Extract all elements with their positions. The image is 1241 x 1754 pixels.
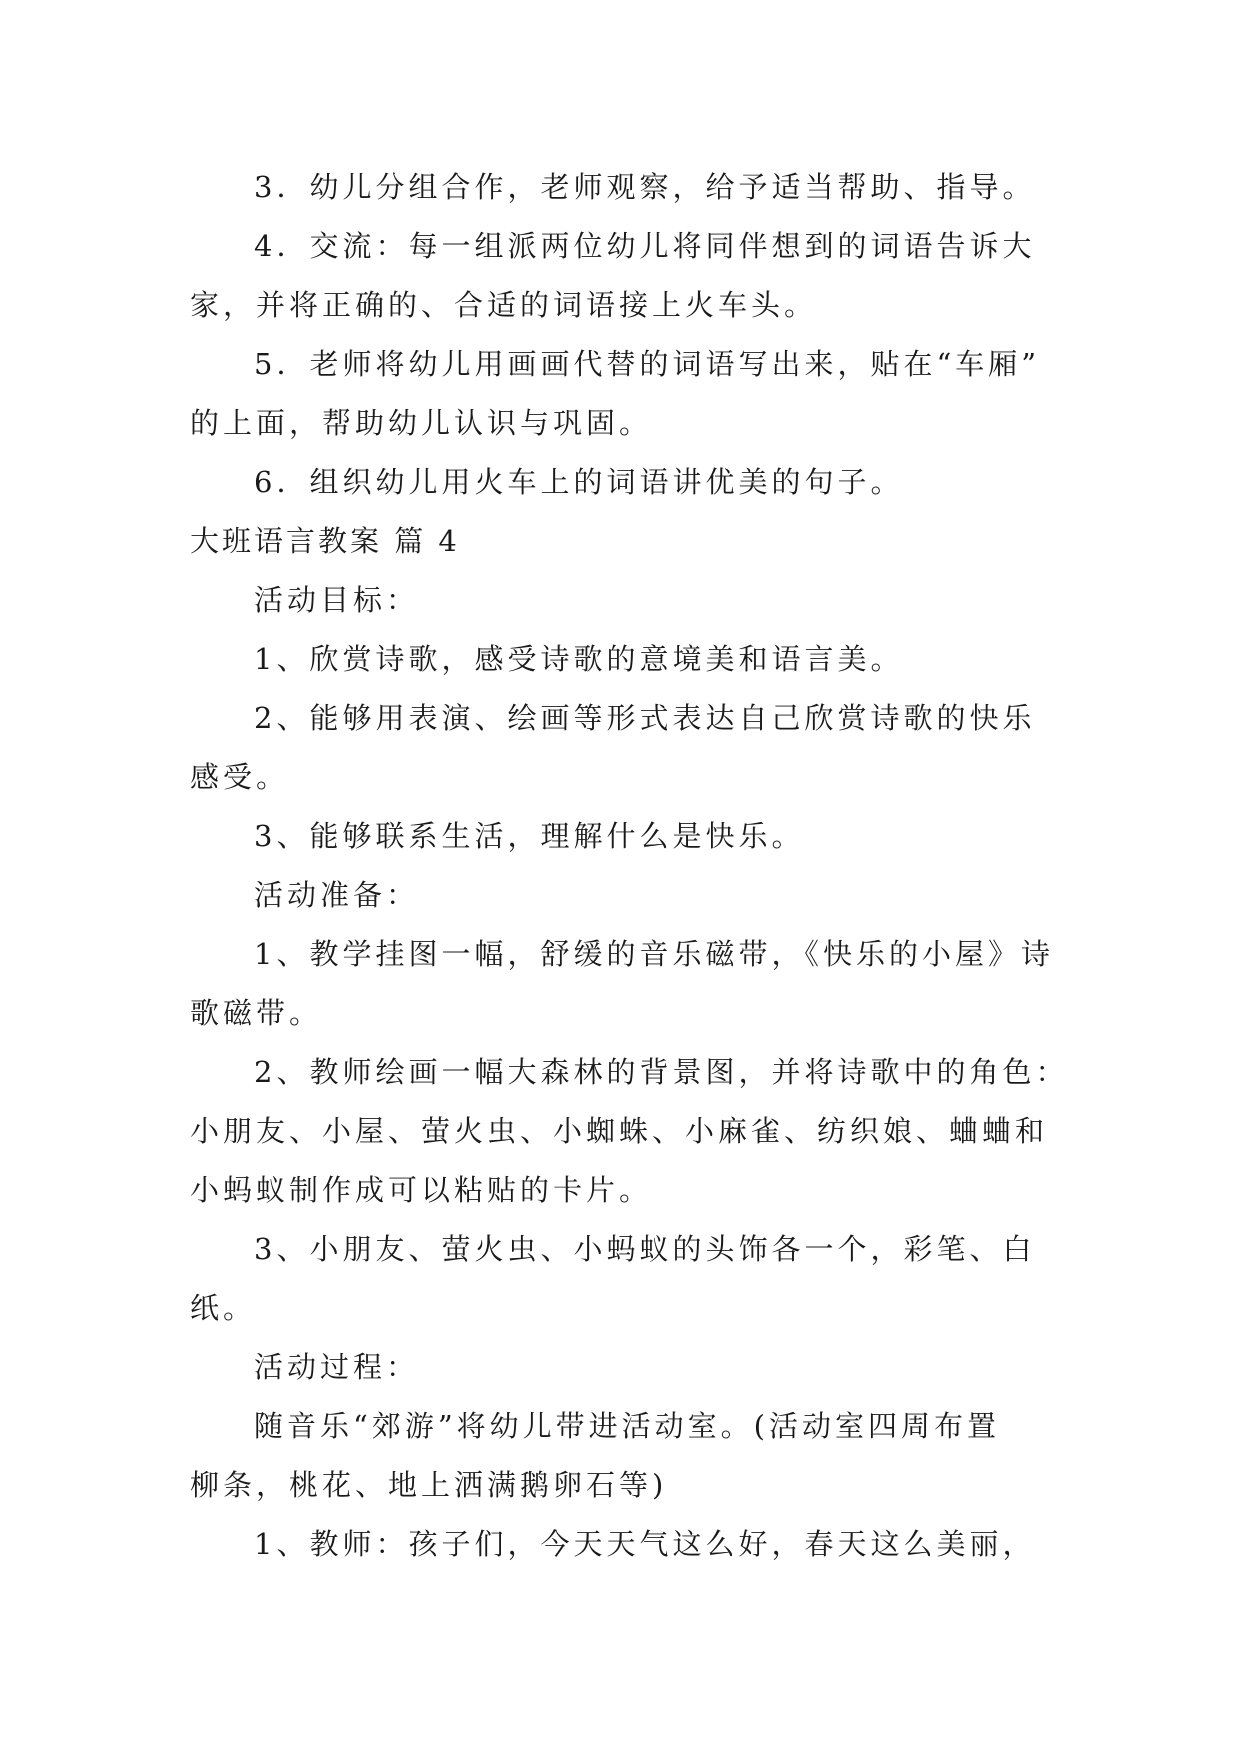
paragraph-line: 6．组织幼儿用火车上的词语讲优美的句子。	[254, 465, 904, 499]
paragraph-line: 家，并将正确的、合适的词语接上火车头。	[190, 288, 818, 322]
paragraph-line: 柳条，桃花、地上洒满鹅卵石等)	[190, 1468, 668, 1502]
paragraph-line: 3、小朋友、萤火虫、小蚂蚁的头饰各一个，彩笔、白	[254, 1232, 1036, 1266]
paragraph-line: 4．交流：每一组派两位幼儿将同伴想到的词语告诉大	[254, 229, 1036, 263]
paragraph-line: 1、欣赏诗歌，感受诗歌的意境美和语言美。	[254, 642, 904, 676]
subsection-label: 活动准备：	[254, 878, 420, 912]
paragraph-line: 5．老师将幼儿用画画代替的词语写出来，贴在“车厢”	[254, 347, 1041, 381]
paragraph-line: 的上面，帮助幼儿认识与巩固。	[190, 406, 653, 440]
paragraph-line: 随音乐“郊游”将幼儿带进活动室。(活动室四周布置	[254, 1409, 1000, 1443]
paragraph-line: 纸。	[190, 1291, 257, 1325]
paragraph-line: 感受。	[190, 760, 290, 794]
paragraph-line: 1、教学挂图一幅，舒缓的音乐磁带，《快乐的小屋》诗	[254, 937, 1054, 971]
paragraph-line: 3、能够联系生活，理解什么是快乐。	[254, 819, 805, 853]
paragraph-line: 小蚂蚁制作成可以粘贴的卡片。	[190, 1173, 653, 1207]
paragraph-line: 2、能够用表演、绘画等形式表达自己欣赏诗歌的快乐	[254, 701, 1036, 735]
paragraph-line: 1、教师：孩子们，今天天气这么好，春天这么美丽，	[254, 1527, 1036, 1561]
document-body	[190, 158, 1069, 1574]
section-heading: 大班语言教案 篇 4	[190, 524, 460, 558]
paragraph-line: 小朋友、小屋、萤火虫、小蜘蛛、小麻雀、纺织娘、蛐蛐和	[190, 1114, 1049, 1148]
paragraph-line: 2、教师绘画一幅大森林的背景图，并将诗歌中的角色：	[254, 1055, 1069, 1089]
paragraph-line: 歌磁带。	[190, 996, 323, 1030]
subsection-label: 活动目标：	[254, 583, 420, 617]
subsection-label: 活动过程：	[254, 1350, 420, 1384]
paragraph-line: 3．幼儿分组合作，老师观察，给予适当帮助、指导。	[254, 170, 1036, 204]
